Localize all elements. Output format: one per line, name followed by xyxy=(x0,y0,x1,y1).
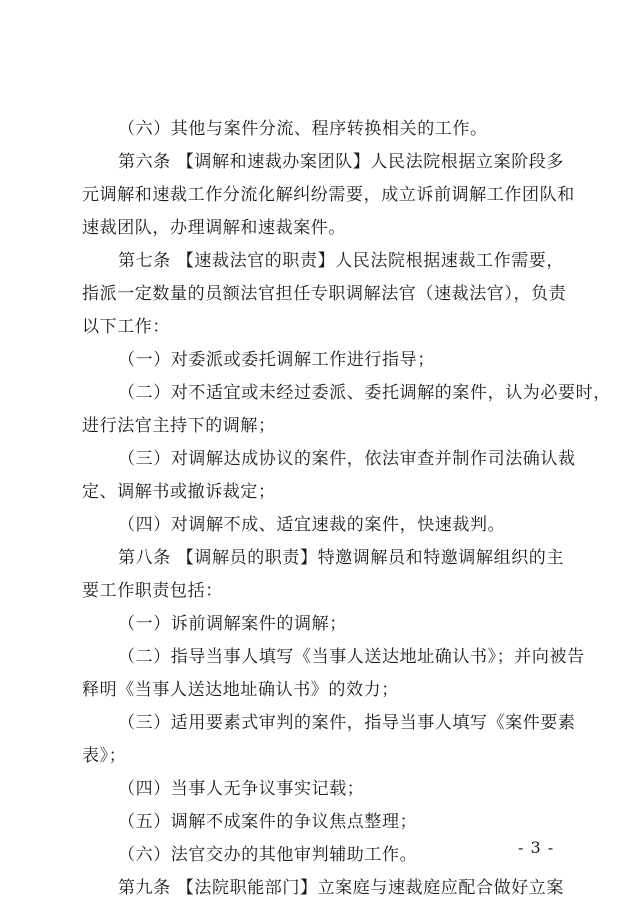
page-number: - 3 - xyxy=(518,838,555,857)
article-7-heading-line: 第七条 【速裁法官的职责】人民法院根据速裁工作需要， xyxy=(118,251,565,271)
list-item-line: （一）诉前调解案件的调解； xyxy=(118,614,347,634)
body-text-line: 表》； xyxy=(82,746,127,766)
body-text-line: 以下工作： xyxy=(82,317,170,337)
list-item-line: （二）指导当事人填写《当事人送达地址确认书》；并向被告 xyxy=(118,647,585,667)
article-6-heading-line: 第六条 【调解和速裁办案团队】人民法院根据立案阶段多 xyxy=(118,152,565,172)
body-text-line: 进行法官主持下的调解； xyxy=(82,416,276,436)
article-8-heading-line: 第八条 【调解员的职责】特邀调解员和特邀调解组织的主 xyxy=(118,548,565,568)
list-item-line: （二）对不适宜或未经过委派、委托调解的案件，认为必要时， xyxy=(118,383,611,403)
list-item-line: （六）法官交办的其他审判辅助工作。 xyxy=(118,845,418,865)
list-item-line: （四）当事人无争议事实记载； xyxy=(118,779,365,799)
body-text-line: 元调解和速裁工作分流化解纠纷需要，成立诉前调解工作团队和 xyxy=(82,185,575,205)
body-text-line: （六）其他与案件分流、程序转换相关的工作。 xyxy=(118,119,488,139)
body-text-line: 释明《当事人送达地址确认书》的效力； xyxy=(82,680,399,700)
list-item-line: （三）对调解达成协议的案件，依法审查并制作司法确认裁 xyxy=(118,449,576,469)
list-item-line: （三）适用要素式审判的案件，指导当事人填写《案件要素 xyxy=(118,713,576,733)
body-text-line: 速裁团队，办理调解和速裁案件。 xyxy=(82,218,346,238)
list-item-line: （一）对委派或委托调解工作进行指导； xyxy=(118,350,435,370)
body-text-line: 要工作职责包括： xyxy=(82,581,223,601)
body-text-line: 指派一定数量的员额法官担任专职调解法官（速裁法官），负责 xyxy=(82,284,567,304)
list-item-line: （四）对调解不成、适宜速裁的案件，快速裁判。 xyxy=(118,515,506,535)
list-item-line: （五）调解不成案件的争议焦点整理； xyxy=(118,812,418,832)
article-9-heading-line: 第九条 【法院职能部门】立案庭与速裁庭应配合做好立案 xyxy=(118,878,565,898)
body-text-line: 定、调解书或撤诉裁定； xyxy=(82,482,276,502)
